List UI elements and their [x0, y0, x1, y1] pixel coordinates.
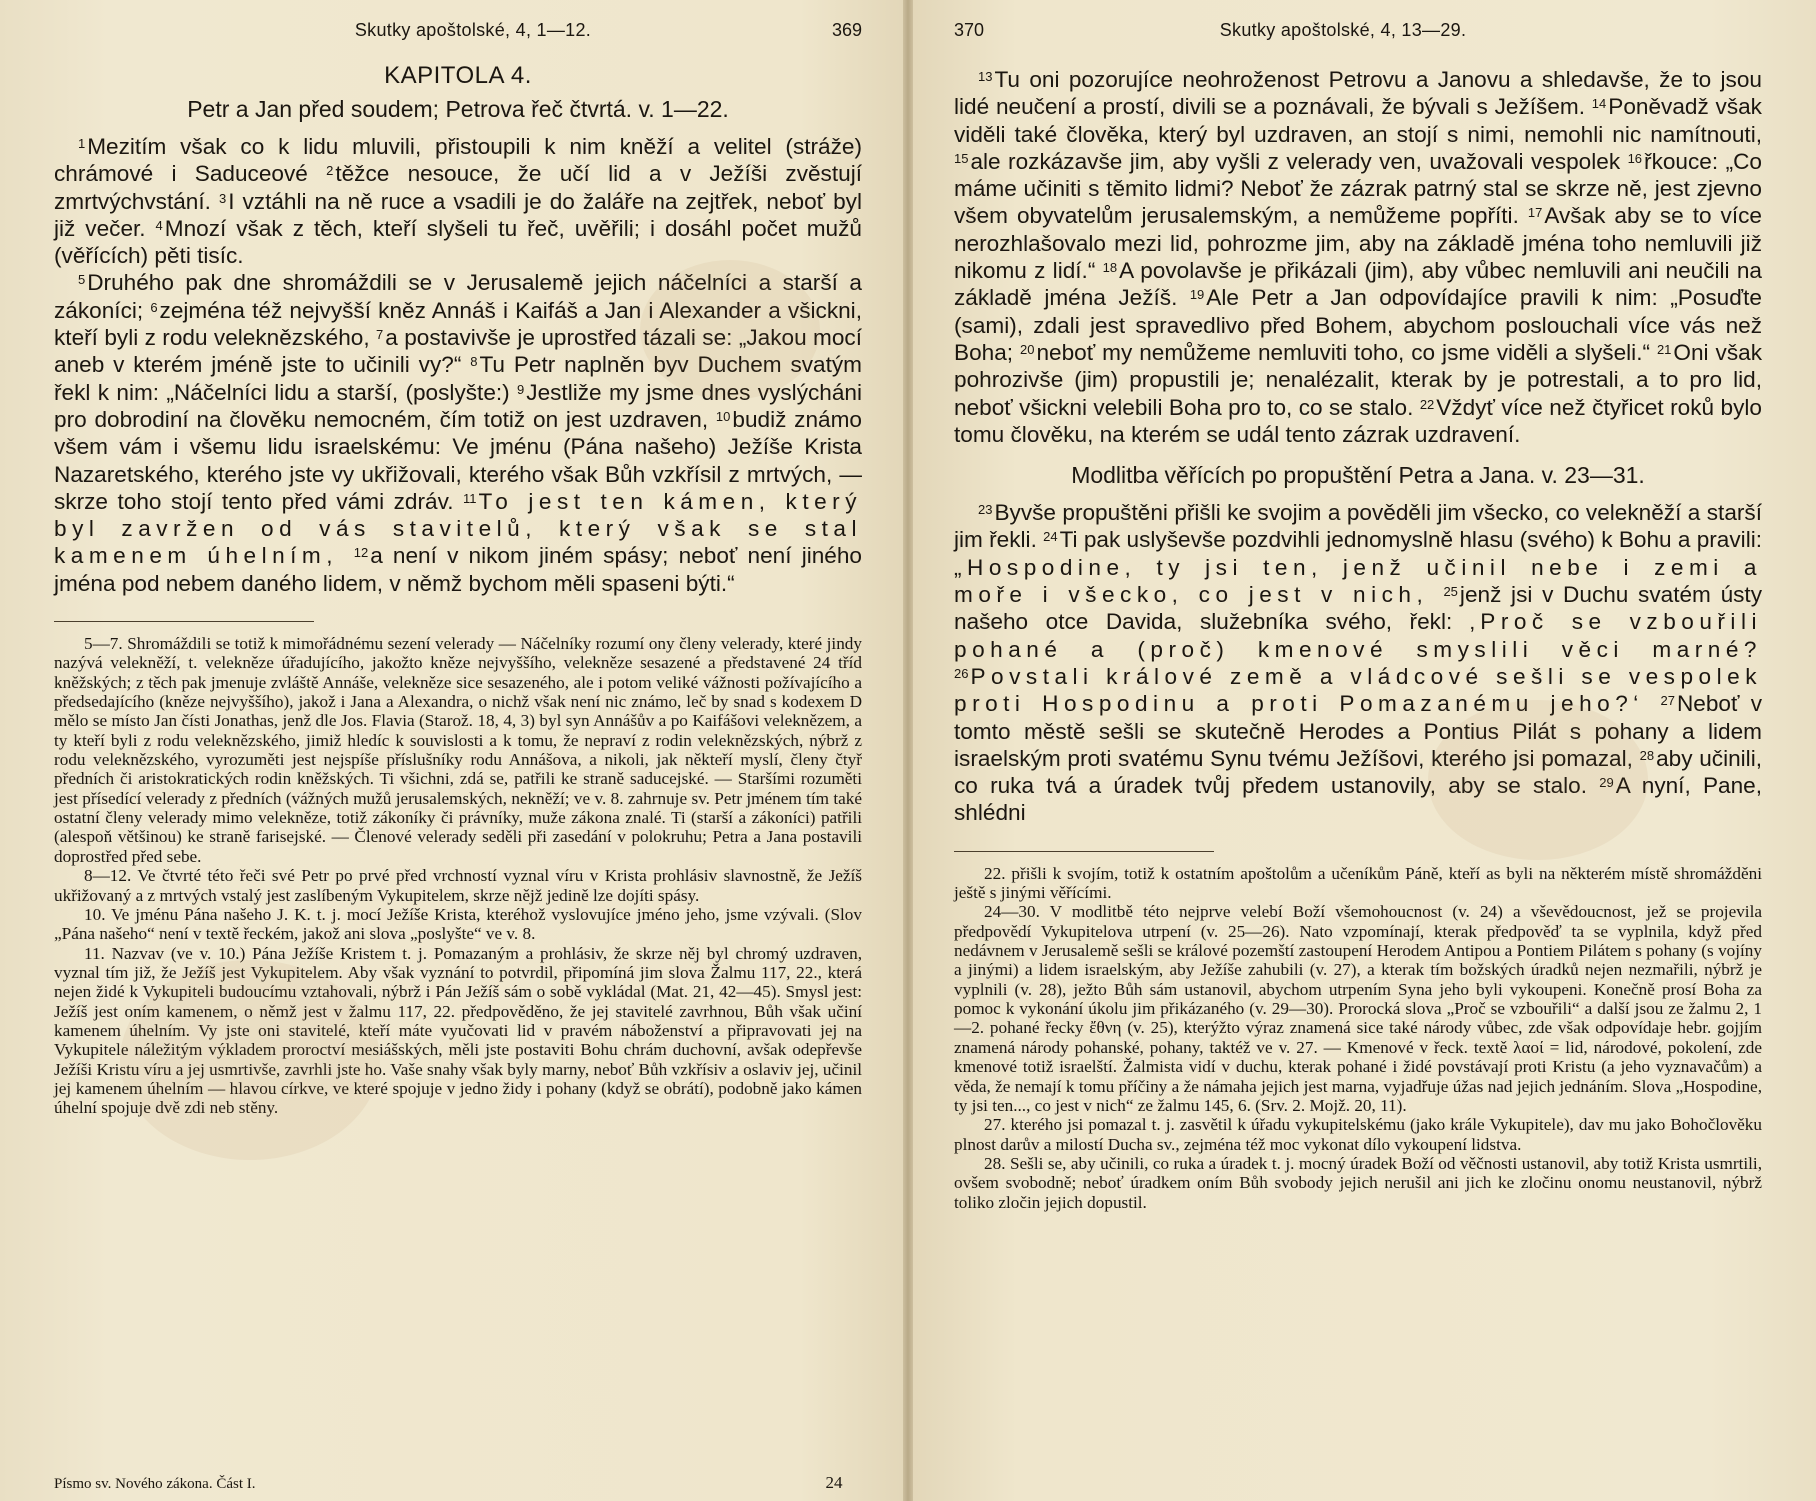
verse-number: 14 — [1591, 96, 1607, 112]
verse-text: těžce nesouce, že učí lid a v Ježíši zvěstují zmrtvýchvstání. — [54, 161, 862, 214]
book-gutter — [903, 0, 913, 1501]
verse-text: Avšak aby se to více nerozhlašovalo mezi lid, pohrozme jim, aby na základě jména toho nemluvili již nikomu z lidí.“ — [954, 203, 1762, 284]
verse-number: 29 — [1599, 775, 1614, 791]
verse-text: zejména též nejvyšší kněz Annáš i Kaifáš a Jan i Alexander a všickni, kteří byli z rodu veleknězského, — [54, 297, 862, 351]
right-page — [908, 0, 1816, 1501]
verse-number: 16 — [1627, 150, 1643, 166]
verse-text: ‚Proč se vzbouřili pohané a (proč) kmenové smyslili věci marné? — [954, 609, 1762, 662]
verse-text: Mezitím však co k lidu mluvili, přistoupili k nim kněží a velitel (stráže) chrámové i Saduceové — [54, 134, 862, 187]
verse-text: Jestliže my jsme dnes vyslýcháni pro dobrodiní na člověku nemocném, čím totiž on jest uzdraven, — [54, 379, 863, 432]
verse-text: ale rozkázavše jim, aby vyšli z velerady ven, uvažovali vespolek — [970, 148, 1628, 174]
verse-text: budiž známo všem vám i všemu lidu israelskému: Ve jménu (Pána našeho) Ježíše Krista Nazaretského, kterého jste vy ukřižovali, kterého však Bůh vzkřísil z mrtvých, — skrze toho stojí tento před vámi zdráv. — [54, 406, 862, 514]
verse-number: 21 — [1656, 341, 1672, 357]
paragraph — [54, 133, 862, 269]
verse-number: 11 — [462, 490, 477, 506]
verse-text: A povolavše je přikázali (jim), aby vůbec nemluvili ani neučili na základě jména Ježíš. — [954, 258, 1762, 311]
verse-text: a není v nikom jiném spásy; neboť není jiného jména pod nebem daného lidem, v němž bychom měli spaseni býti.“ — [54, 543, 862, 596]
verse-text: jenž jsi v Duchu svatém ústy našeho otce Davida, služebníka svého, řekl: — [954, 582, 1763, 635]
verse-number: 8 — [470, 354, 478, 370]
verse-number: 23 — [978, 502, 993, 518]
verse-text: A nyní, Pane, shlédni — [954, 773, 1763, 826]
footnote: 10. Ve jménu Pána našeho J. K. t. j. mocí Ježíše Krista, kteréhož vyslovujíce jméno jeho, jsme vzývali. (Slov „Pána našeho“ není v textě řeckém, jakož ani slova „poslyšte“ ve v. 8. — [54, 904, 862, 944]
verse-text: „Hospodine, ty jsi ten, jenž učinil nebe i zemi a moře i všecko, co jest v nich, — [954, 554, 1762, 608]
verse-text: Mnozí však z těch, kteří slyšeli tu řeč, uvěřili; i dosáhl počet mužů (věřících) pěti tisíc. — [54, 215, 862, 269]
right-body-text — [954, 66, 1762, 448]
verse-text: Neboť v tomto městě sešli se skutečně Herodes a Pontius Pilát s pohany a lidem israelským proti svatému Synu tvému Ježíšovi, kterého jsi pomazal, — [954, 691, 1762, 771]
left-running-head — [54, 20, 862, 50]
verse-number: 24 — [1043, 529, 1058, 545]
page-number: 370 — [954, 20, 985, 40]
verse-number: 22 — [1419, 396, 1435, 412]
verse-number: 26 — [954, 665, 969, 681]
verse-text: řkouce: „Co máme učiniti s těmito lidmi? Neboť že zázrak patrný stal se skrze ně, jest zjevno všem obyvatelům jerusalemským, a nemůžeme popříti. — [954, 148, 1762, 229]
verse-number: 3 — [218, 190, 227, 206]
left-footnotes — [54, 634, 862, 1118]
verse-text: Druhého pak dne shromáždili se v Jerusalemě jejich náčelníci a starší a zákoníci; — [54, 270, 862, 323]
section-heading: Modlitba věřících po propuštění Petra a Jana. v. 23—31. — [1071, 462, 1645, 489]
verse-text: Tu oni pozorujíce neohroženost Petrovu a Janovu a shledavše, že to jsou lidé neučení a prostí, divili se a poznávali, že bývali s Ježíšem. — [954, 67, 1762, 120]
verse-text: Vždyť více než čtyřicet roků bylo tomu člověku, na kterém se udál tento zázrak uzdravení. — [954, 394, 1762, 447]
verse-number: 10 — [715, 408, 731, 424]
verse-text: neboť my nemůžeme nemluviti toho, co jsme viděli a slyšeli.“ — [1036, 339, 1657, 365]
running-title: Skutky apoštolské, 4, 1—12. — [354, 20, 592, 40]
verse-number: 18 — [1102, 260, 1118, 276]
verse-text: Ti pak uslyševše pozdvihli jednomyslně hlasu (svého) k Bohu a pravili: — [1059, 527, 1763, 553]
footnote: 22. přišli k svojím, totiž k ostatním apoštolům a učeníkům Páně, kteří as byli na některém místě shromážděni ještě s jinými věřícími. — [954, 863, 1762, 903]
verse-number: 4 — [155, 217, 163, 233]
signature-mark: Písmo sv. Nového zákona. Část I. — [54, 1476, 256, 1492]
footnote-rule — [54, 621, 314, 622]
footnote: 11. Nazvav (ve v. 10.) Pána Ježíše Kristem t. j. Pomazaným a prohlásiv, že skrze něj byl chromý uzdraven, vyznal tím již, že Ježíš jest Vykupitelem. Aby však vyznání to potvrdil, připomíná jim slova Žalmu 117, 22., která nejen židé k Vykupiteli budoucímu vztahovali, nýbrž i Pán Ježíš sám o sobě vykládal (Mat. 21, 42—45). Smysl jest: Ježíš jest oním kamenem, o němž jest v žalmu 117, 22. předpověděno, že jej stavitelé zavrhnou, Bůh však učiní kamenem úhelním. Vy jste oni stavitelé, kteří máte vyučovati lid v pravém náboženství a připravovati jej na Vykupitele náležitým výkladem proroctví mesiášských, měli jste postaviti Bohu chrám duchovní, avšak odepřevše Ježíši Kristu víru a jej usmrtivše, zavrhli jste ho. Vaše snahy však byly marny, neboť Bůh vzkřísiv a oslaviv jej, učinil jej kamenem úhelním — hlavou církve, ve které spojuje v jedno židy i pohany (když se obrátí), podobně jako kámen úhelní spojuje dvě zdi neb stěny. — [54, 943, 862, 1118]
footnote: 5—7. Shromáždili se totiž k mimořádnému sezení velerady — Náčelníky rozumí ony členy velerady, které jindy nazývá velekněží, t. velekněze úřadujícího, jakožto kněze nejvyššího, velekněze sesazené a představené 24 tříd kněžských; z těch pak jmenuje zvláště Annáše, velekněze sice sesazeného, ale i potom veliké vážnosti požívajícího a předsedajícího (kněze nejvyššího), jakož i Jana a Alexandra, o nichž však není nic známo, leč by snad s kodexem D mělo se místo Jan čísti Jonathas, jenž dle Jos. Flavia (Starož. 18, 4, 3) byl syn Annášův a po Kaifášovi veleknězem, a ty kteří byli z rodu veleknězského, jimiž hledíc k souvislosti a k tomu, že nepraví z rodin veleknězských, nýbrž z rodu veleknězského, vyrozuměti jest nejspíše příslušníky rodu Annášova, a nikoli, jak někteří myslí, členy čtyř předních či aristokratických rodin kněžských. Ti všichni, zdá se, patřili ke straně saducejské. — Staršími rozuměti jest přísedící velerady z předních (vážných mužů jerusalemských, nekněží; ve v. 8. zahrnuje sv. Petr jménem tím také ostatní členy velerady mimo velekněze, totiž zákoníky či právníky, muže zákona znalé. Ti (starší a zákoníci) patřili (alespoň většinou) ke straně farisejské. — Členové velerady seděli při zasedání v polokruhu; Petra a Jana postavili doprostřed před sebe. — [54, 634, 862, 866]
verse-text: To jest ten kámen, který byl zavržen od vás stavitelů, který však se stal kamenem úhelním, — [54, 488, 863, 569]
right-running-head — [954, 20, 1762, 50]
verse-number: 12 — [353, 545, 369, 561]
verse-number: 1 — [78, 136, 86, 151]
verse-number: 5 — [78, 272, 86, 288]
verse-number: 2 — [326, 163, 334, 179]
chapter-title: KAPITOLA 4. — [384, 62, 532, 89]
verse-text: I vztáhli na ně ruce a vsadili je do žaláře na zejtřek, neboť byl již večer. — [54, 188, 863, 241]
verse-text: Tu Petr naplněn byv Duchem svatým řekl k nim: „Náčelníci lidu a starší, (poslyšte:) — [54, 352, 862, 405]
verse-number: 9 — [517, 381, 525, 397]
verse-number: 19 — [1189, 287, 1205, 303]
page-number: 369 — [831, 20, 862, 40]
footnote: 27. kterého jsi pomazal t. j. zasvětil k úřadu vykupitelskému (jako krále Vykupitele), dav mu jako Bohočlověku plnost darův a milostí Ducha sv., zejména též moc vykonat dílo vykoupení lidstva. — [954, 1115, 1762, 1154]
verse-number: 17 — [1527, 205, 1543, 221]
verse-text: Poněvadž však viděli také člověka, který byl uzdraven, an stojí s nimi, nemohli nic namítnouti, — [954, 94, 1762, 147]
verse-number: 25 — [1443, 584, 1458, 600]
sheet-number: 24 — [825, 1473, 843, 1492]
verse-text: a postavivše je uprostřed tázali se: „Jakou mocí aneb v kterém jméně jste to učinili vy?“ — [54, 325, 862, 378]
footnote: 24—30. V modlitbě této nejprve velebí Boží všemohoucnost (v. 24) a vševědoucnost, jež se projevila předpovědí Vykupitelova utrpení (v. 25—26). Nato vzpomínají, kterak předpověď ta se vyplnila, když před nedávnem v Jerusalemě sešli se králové pozemští zastoupení Herodem Antipou a Pontiem Pilátem s pohany (s vojíny a jinými) a lidem israelským, aby Ježíše zahubili (v. 27), a kterak tím božských úradků nejen nezmařili, nýbrž je vyplnili (v. 28), ježto Bůh sám ustanovil, abychom utrpením Syna jeho byli vykoupeni. Konečně prosí Boha za pomoc k vykonání úkolu jim přikázaného (v. 29—30). Prorocká slova „Proč se vzbouřili“ a další jsou ze žalmu 2, 1—2. pohané řecky ἔθνη (v. 25), kterýžto výraz znamená sice také národy vůbec, zde však odpovídaje hebr. gojjím znamená národy pohanské, pohany, taktéž ve v. 27. — Kmenové v řeck. textě λαοί = lid, národové, pokolení, zde kmenové totiž israelští. Žalmista vidí v duchu, kterak pohané i židé povstávají proti Kristu (a jeho vyznavačům) a věda, že nemají k tomu příčiny a že námaha jejich jest marna, vyjadřuje úžas nad jejich jednáním. Slova „Hospodine, ty jsi ten..., co jest v nich“ ze žalmu 145, 6. (Srv. 2. Mojž. 20, 11). — [954, 902, 1762, 1115]
verse-number: 27 — [1660, 693, 1675, 709]
paragraph — [954, 66, 1762, 448]
verse-text: Ale Petr a Jan odpovídajíce pravili k nim: „Posuďte (sami), zdali jest spravedlivo před Bohem, abychom poslouchali více vás než Boha; — [954, 285, 1762, 365]
verse-text: Byvše propuštěni přišli ke svojim a pověděli jim všecko, co velekněží a starší jim řekli. — [954, 500, 1762, 553]
footnote: 28. Sešli se, aby učinili, co ruka a úradek t. j. mocný úradek Boží od věčnosti ustanovil, aby totiž Krista usmrtili, ovšem svobodně; neboť úradkem oním Bůh svobody jejich nerušil ani jich ke zločinu onomu neustanovil, nýbrž toliko zločin jejich dopustil. — [954, 1153, 1762, 1212]
verse-number: 28 — [1639, 747, 1655, 763]
verse-text: aby učinili, co ruka tvá a úradek tvůj předem ustanovily, aby se stalo. — [954, 745, 1762, 799]
running-title: Skutky apoštolské, 4, 13—29. — [1219, 20, 1467, 40]
verse-number: 15 — [954, 150, 969, 166]
left-body-text — [54, 133, 862, 597]
verse-number: 6 — [150, 299, 158, 315]
paragraph — [954, 499, 1762, 827]
verse-text: Oni však pohrozivše (jim) propustili je; nenalézalit, kterak by je potrestali, a to pro lid, neboť všickni velebili Boha pro to, co se stalo. — [954, 339, 1762, 420]
right-body-text-2 — [954, 499, 1762, 827]
paragraph — [54, 269, 862, 597]
footnote: 8—12. Ve čtvrté této řeči své Petr po prvé před vrchností vyznal víru v Krista prohlásiv slavnostně, že Ježíš ukřižovaný a z mrtvých vstalý jest zaslíbeným Vykupitelem, skrze nějž jedině lze dojíti spásy. — [54, 866, 862, 905]
verse-number: 7 — [376, 327, 384, 343]
verse-number: 20 — [1020, 341, 1035, 357]
right-footnotes — [954, 864, 1762, 1212]
section-heading: Petr a Jan před soudem; Petrova řeč čtvrtá. v. 1—22. — [187, 96, 729, 122]
verse-text: Povstali králové země a vládcové sešli se vespolek proti Hospodinu a proti Pomazanému jeho?‘ — [954, 663, 1762, 717]
footnote-rule — [954, 851, 1214, 852]
verse-number: 13 — [978, 69, 993, 84]
